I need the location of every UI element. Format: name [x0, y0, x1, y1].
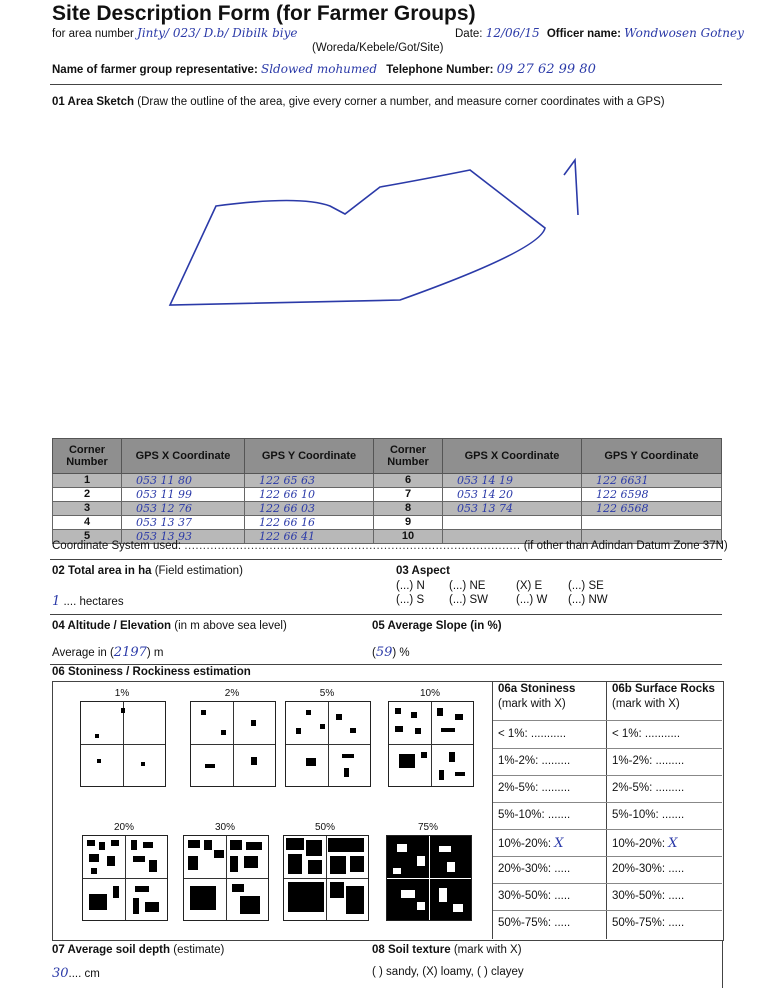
total-area-sub: (Field estimation) [154, 565, 243, 577]
aspect-sw: (...) SW [449, 594, 488, 606]
row-divider [493, 883, 722, 884]
sketch-heading: 01 Area Sketch [52, 96, 135, 108]
table-cell: 8 [374, 502, 443, 516]
col-corner-2: Corner Number [374, 439, 443, 474]
soil-depth-value: 30 [52, 966, 69, 981]
officer-value: Wondwosen Gotney [624, 26, 744, 40]
total-area-heading: 02 Total area in ha [52, 565, 152, 577]
pattern-label: 20% [113, 822, 134, 833]
stoniness-pattern-2pct [190, 701, 276, 787]
area-outline [170, 170, 545, 305]
total-area-value: 1 [52, 594, 61, 609]
pattern-label: 1% [114, 688, 130, 699]
table-cell: 10 [374, 530, 443, 544]
stoniness-mark: X [554, 836, 564, 851]
table-cell: 053 12 76 [122, 502, 245, 516]
soil-depth-value-row [52, 966, 100, 981]
soil-texture-sub: (mark with X) [453, 944, 522, 956]
altitude-heading: 04 Altitude / Elevation [52, 620, 172, 632]
row-divider [493, 856, 722, 857]
table-cell: 7 [374, 488, 443, 502]
soil-depth-heading-row [52, 944, 224, 956]
table-cell: 122 6631 [582, 474, 722, 488]
row-divider [493, 802, 722, 803]
area-sketch [0, 0, 758, 440]
coordinate-system-note: (if other than Adindan Datum Zone 37N) [523, 540, 728, 552]
divider [50, 559, 722, 560]
table-cell: 122 65 63 [245, 474, 374, 488]
aspect-e: (X) E [516, 580, 543, 592]
col-y-2: GPS Y Coordinate [582, 439, 722, 474]
coordinate-system-dots: ........................................................................................... [184, 540, 521, 552]
rocks-class-3: 2%-5%: ......... [612, 782, 685, 794]
area-number-value: Jinty/ 023/ D.b/ Dibilk biye [137, 26, 298, 40]
aspect-w: (...) W [516, 594, 548, 606]
table-cell: 5 [53, 530, 122, 544]
aspect-n: (...) N [396, 580, 425, 592]
soil-depth-heading: 07 Average soil depth [52, 944, 171, 956]
officer-label: Officer name: [546, 28, 621, 40]
stoniness-class-3: 2%-5%: ......... [498, 782, 571, 794]
table-cell: 122 6598 [582, 488, 722, 502]
slope-value: 59 [375, 645, 393, 660]
stoniness-heading: 06 Stoniness / Rockiness estimation [52, 666, 251, 678]
table-cell: 122 66 10 [245, 488, 374, 502]
table-cell: 9 [374, 516, 443, 530]
table-cell: 2 [53, 488, 122, 502]
table-cell: 4 [53, 516, 122, 530]
stoniness-class-4: 5%-10%: ....... [498, 809, 571, 821]
altitude-suffix: ) m [146, 647, 164, 659]
surface-rocks-col-heading: 06b Surface Rocks [612, 683, 715, 695]
gps-table [52, 438, 722, 544]
right-border [722, 940, 723, 988]
divider [50, 614, 722, 615]
table-cell: 122 6568 [582, 502, 722, 516]
slope-suffix: % [399, 647, 410, 659]
date-value: 12/06/15 [485, 26, 540, 40]
rocks-class-4: 5%-10%: ....... [612, 809, 685, 821]
table-cell: 6 [374, 474, 443, 488]
col-corner-1: Corner Number [53, 439, 122, 474]
altitude-heading-row [52, 620, 287, 632]
soil-texture-heading-row [372, 944, 522, 956]
stoniness-pattern-5pct [285, 701, 371, 787]
altitude-prefix: Average in ( [52, 647, 114, 659]
rocks-class-6: 20%-30%: ..... [612, 863, 685, 875]
rocks-class-2: 1%-2%: ......... [612, 755, 685, 767]
table-cell: 053 13 74 [443, 502, 582, 516]
soil-texture-options: ( ) sandy, (X) loamy, ( ) clayey [372, 966, 524, 978]
row-divider [493, 748, 722, 749]
table-cell: 3 [53, 502, 122, 516]
aspect-s: (...) S [396, 594, 425, 606]
soil-texture-heading: 08 Soil texture [372, 944, 451, 956]
stoniness-pattern-75pct [386, 835, 472, 921]
soil-depth-sub: (estimate) [173, 944, 225, 956]
aspect-se: (...) SE [568, 580, 604, 592]
north-arrow-icon [564, 160, 578, 215]
col-x-2: GPS X Coordinate [443, 439, 582, 474]
pattern-label: 50% [314, 822, 335, 833]
stoniness-pattern-30pct [183, 835, 269, 921]
table-cell: 122 66 03 [245, 502, 374, 516]
rocks-class-1: < 1%: ........... [612, 728, 681, 740]
table-cell: 053 11 80 [122, 474, 245, 488]
stoniness-col-heading: 06a Stoniness [498, 683, 576, 695]
altitude-value-row [52, 645, 164, 660]
altitude-value: 2197 [113, 645, 147, 660]
table-row [53, 488, 722, 502]
sketch-instruction: (Draw the outline of the area, give every corner a number, and measure corner coordinates with a GPS) [137, 96, 665, 108]
slope-value-row: (59) % [372, 645, 410, 660]
stoniness-class-1: < 1%: ........... [498, 728, 567, 740]
pattern-label: 30% [214, 822, 235, 833]
rocks-class-8: 50%-75%: ..... [612, 917, 685, 929]
aspect-heading: 03 Aspect [396, 565, 450, 577]
representative-value: Sldowed mohumed [261, 62, 378, 76]
aspect-nw: (...) NW [568, 594, 608, 606]
row-divider [493, 720, 722, 721]
table-cell: 122 66 16 [245, 516, 374, 530]
table-cell [582, 516, 722, 530]
table-cell: 053 14 19 [443, 474, 582, 488]
rocks-mark: X [668, 836, 678, 851]
pattern-label: 2% [224, 688, 240, 699]
table-cell: 053 14 20 [443, 488, 582, 502]
telephone-label: Telephone Number: [386, 64, 494, 76]
total-area-heading-row [52, 565, 243, 577]
col-y-1: GPS Y Coordinate [245, 439, 374, 474]
stoniness-pattern-20pct [82, 835, 168, 921]
area-number-sublabel: (Woreda/Kebele/Got/Site) [312, 42, 444, 54]
stoniness-class-2: 1%-2%: ......... [498, 755, 571, 767]
divider [50, 664, 722, 665]
table-cell: 122 66 41 [245, 530, 374, 544]
coordinate-system-label: Coordinate System used: [52, 540, 182, 552]
col-x-1: GPS X Coordinate [122, 439, 245, 474]
total-area-value-row [52, 594, 124, 609]
row-divider [493, 910, 722, 911]
stoniness-class-6: 20%-30%: ..... [498, 863, 571, 875]
form-title: Site Description Form (for Farmer Groups) [52, 2, 476, 25]
rocks-class-7: 30%-50%: ..... [612, 890, 685, 902]
stoniness-class-8: 50%-75%: ..... [498, 917, 571, 929]
stoniness-class-5 [498, 836, 564, 851]
pattern-label: 5% [319, 688, 335, 699]
table-cell: 053 11 99 [122, 488, 245, 502]
table-row [53, 502, 722, 516]
rocks-class-5 [612, 836, 678, 851]
stoniness-class-7: 30%-50%: ..... [498, 890, 571, 902]
stoniness-pattern-1pct [80, 701, 166, 787]
table-row [53, 474, 722, 488]
stoniness-col-sub: (mark with X) [498, 698, 566, 710]
total-area-unit: .... hectares [63, 596, 124, 608]
representative-label: Name of farmer group representative: [52, 64, 258, 76]
table-cell [443, 516, 582, 530]
table-row [53, 516, 722, 530]
slope-heading: 05 Average Slope (in %) [372, 620, 502, 632]
stoniness-pattern-10pct [388, 701, 474, 787]
rocks-class-5-label: 10%-20%: [612, 838, 666, 850]
telephone-value: 09 27 62 99 80 [496, 62, 596, 77]
row-divider [493, 829, 722, 830]
table-cell: 053 13 93 [122, 530, 245, 544]
pattern-label: 10% [419, 688, 440, 699]
soil-depth-unit: .... cm [68, 968, 100, 980]
row-divider [493, 775, 722, 776]
altitude-sub: (in m above sea level) [174, 620, 287, 632]
surface-rocks-col-sub: (mark with X) [612, 698, 680, 710]
table-cell: 1 [53, 474, 122, 488]
stoniness-pattern-50pct [283, 835, 369, 921]
aspect-ne: (...) NE [449, 580, 486, 592]
coordinate-system-row [52, 540, 728, 552]
date-label: Date: [455, 28, 483, 40]
stoniness-class-5-label: 10%-20%: [498, 838, 552, 850]
area-number-label: for area number [52, 28, 134, 40]
table-cell: 053 13 37 [122, 516, 245, 530]
pattern-label: 75% [417, 822, 438, 833]
